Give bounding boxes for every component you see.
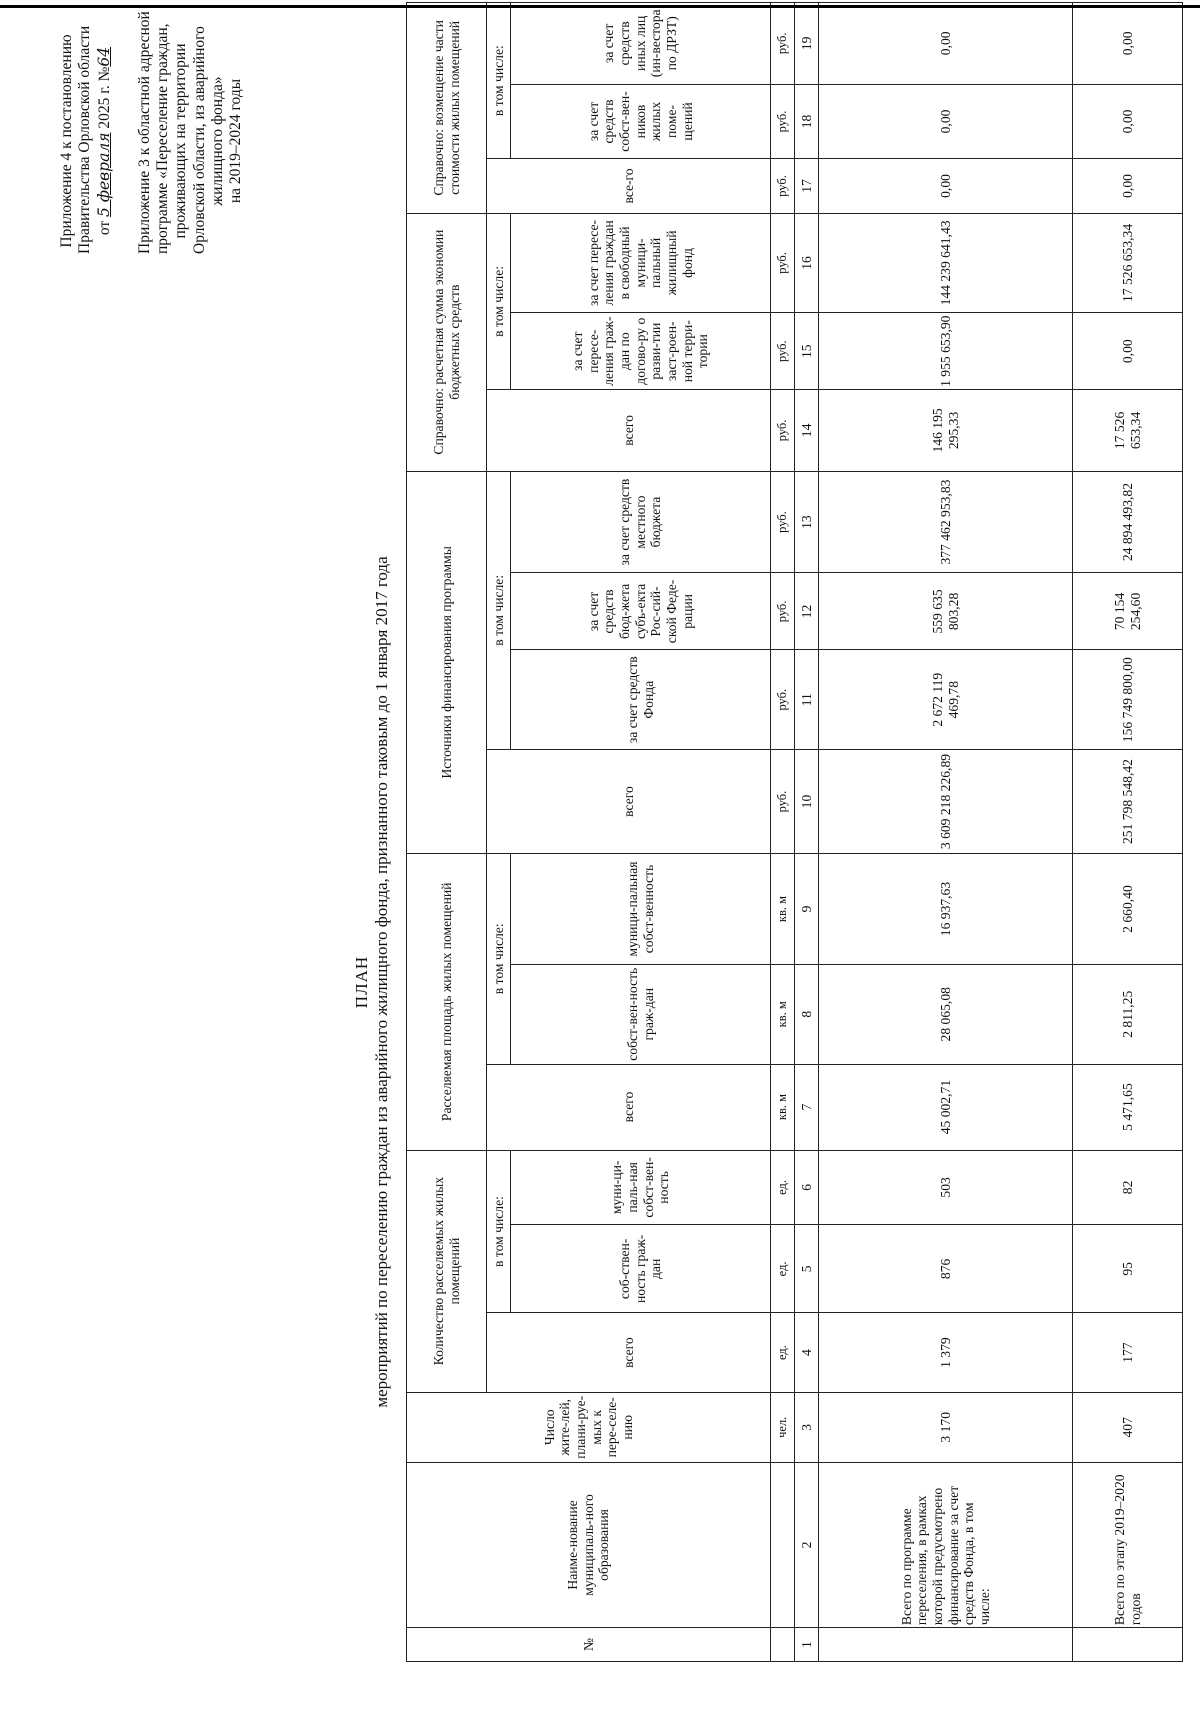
cell-eco-total: 146 195 295,33 (819, 390, 1073, 471)
header-area-total: всего (487, 1064, 771, 1150)
cell-eco-total: 17 526 653,34 (1073, 390, 1183, 471)
annex-ref-4: Орловской области, из аварийного (190, 26, 208, 254)
annex-ref-3: проживающих на территории (172, 43, 190, 239)
number-signature: 64 (94, 46, 113, 67)
cell-area-total: 45 002,71 (819, 1064, 1073, 1150)
header-finance-group: Источники финансирования программы (407, 471, 487, 853)
column-number-cell: 7 (795, 1064, 819, 1150)
cell-eco-free: 144 239 641,43 (819, 213, 1073, 313)
header-count-municipal: муни-ци-паль-ная собст-вен-ность (511, 1150, 771, 1225)
cell-eco-free: 17 526 653,34 (1073, 213, 1183, 313)
header-fin-local: за счет средств местного бюджета (511, 471, 771, 573)
column-number-cell: 9 (795, 854, 819, 965)
column-number-cell: 11 (795, 650, 819, 750)
cell-eco-dev: 0,00 (1073, 313, 1183, 390)
col-numbers-row (795, 3, 819, 1662)
header-eco-dev: за счет пересе-ления граж-дан по догово-ру о разви-тии заст-роен-ной терри-тории (511, 313, 771, 390)
header-fin-total: всего (487, 749, 771, 853)
header-fin-incl: в том числе: (487, 471, 511, 749)
cell-comp-owners: 0,00 (1073, 84, 1183, 159)
unit-cell: руб. (771, 3, 795, 85)
column-number-cell: 8 (795, 964, 819, 1064)
header-row-1 (407, 3, 487, 1662)
unit-cell: руб. (771, 471, 795, 573)
header-count-group: Количество расселяемых жилых помещений (407, 1150, 487, 1392)
header-count-incl: в том числе: (487, 1150, 511, 1313)
cell-no (819, 1628, 1073, 1662)
unit-cell: кв. м (771, 1064, 795, 1150)
cell-area-municipal: 2 660,40 (1073, 854, 1183, 965)
cell-fin-fund: 2 672 119 469,78 (819, 650, 1073, 750)
header-area-incl: в том числе: (487, 854, 511, 1064)
column-number-cell: 5 (795, 1225, 819, 1313)
header-eco-total: всего (487, 390, 771, 471)
header-name: Наиме-нование муниципаль-ного образования (407, 1462, 771, 1627)
title-subtitle: мероприятий по переселению граждан из аварийного жилищного фонда, признанного таковым до 1 января 2017 года (372, 556, 392, 1408)
unit-cell: чел. (771, 1392, 795, 1462)
cell-fin-fund: 156 749 800,00 (1073, 650, 1183, 750)
header-economy-group: Справочно: расчетная сумма экономии бюджетных средств (407, 213, 487, 471)
header-comp-total: все-го (487, 159, 771, 213)
cell-fin-local: 377 462 953,83 (819, 471, 1073, 573)
cell-area-municipal: 16 937,63 (819, 854, 1073, 965)
scan-edge-line (0, 5, 1200, 8)
column-number-cell: 10 (795, 749, 819, 853)
unit-cell: ед. (771, 1313, 795, 1392)
cell-count-total: 177 (1073, 1313, 1183, 1392)
unit-cell: руб. (771, 573, 795, 650)
column-number-cell: 1 (795, 1628, 819, 1662)
cell-count-municipal: 503 (819, 1150, 1073, 1225)
header-area-group: Расселяемая площадь жилых помещений (407, 854, 487, 1150)
cell-count-municipal: 82 (1073, 1150, 1183, 1225)
units-row (771, 3, 795, 1662)
cell-count-total: 1 379 (819, 1313, 1073, 1392)
cell-fin-region: 559 635 803,28 (819, 573, 1073, 650)
column-number-cell: 17 (795, 159, 819, 213)
header-area-private: собст-вен-ность граж-дан (511, 964, 771, 1064)
cell-comp-owners: 0,00 (819, 84, 1073, 159)
annex-ref-5: жилищного фонда» (208, 76, 226, 206)
column-number-cell: 16 (795, 213, 819, 313)
title-heading: ПЛАН (352, 955, 371, 1009)
column-number-cell: 2 (795, 1462, 819, 1627)
unit-cell: кв. м (771, 964, 795, 1064)
date-signature: 5 февраля (94, 132, 113, 217)
column-number-cell: 18 (795, 84, 819, 159)
cell-residents: 3 170 (819, 1392, 1073, 1462)
plan-table (406, 2, 1183, 1662)
date-prefix: от (95, 220, 113, 236)
cell-comp-total: 0,00 (819, 159, 1073, 213)
column-number-cell: 13 (795, 471, 819, 573)
plan-title (352, 312, 392, 1652)
unit-cell: ед. (771, 1225, 795, 1313)
unit-cell (771, 1462, 795, 1627)
header-comp-group: Справочно: возмещение части стоимости жилых помещений (407, 3, 487, 214)
cell-comp-other: 0,00 (1073, 3, 1183, 85)
annex-ref-6: на 2019–2024 годы (227, 78, 245, 204)
annex-ref-2: программе «Переселение граждан, (154, 23, 172, 254)
cell-no (1073, 1628, 1183, 1662)
column-number-cell: 15 (795, 313, 819, 390)
unit-cell: ед. (771, 1150, 795, 1225)
unit-cell (771, 1628, 795, 1662)
unit-cell: руб. (771, 749, 795, 853)
annex-line-1: Приложение 4 к постановлению (58, 34, 75, 248)
cell-name: Всего по этапу 2019–2020 годов (1073, 1462, 1183, 1627)
header-eco-incl: в том числе: (487, 213, 511, 390)
column-number-cell: 12 (795, 573, 819, 650)
header-eco-free: за счет пересе-ления граждан в свободный муници-пальный жилищный фонд (511, 213, 771, 313)
cell-comp-total: 0,00 (1073, 159, 1183, 213)
cell-residents: 407 (1073, 1392, 1183, 1462)
date-suffix: 2025 г. № (95, 66, 113, 129)
cell-area-private: 28 065,08 (819, 964, 1073, 1064)
cell-name: Всего по программе переселения, в рамках которой предусмотрено финансирование за счет средств Фонда, в том числе: (819, 1462, 1073, 1627)
annex-line-2: Правительства Орловской области (76, 25, 94, 254)
unit-cell: руб. (771, 650, 795, 750)
cell-area-total: 5 471,65 (1073, 1064, 1183, 1150)
unit-cell: руб. (771, 313, 795, 390)
header-area-municipal: муници-пальная собст-венность (511, 854, 771, 965)
unit-cell: руб. (771, 390, 795, 471)
header-comp-owners: за счет средств собст-вен-ников жилых поме-щений (511, 84, 771, 159)
header-comp-incl: в том числе: (487, 3, 511, 159)
unit-cell: руб. (771, 159, 795, 213)
annex-ref-1: Приложение 3 к областной адресной (135, 11, 153, 254)
cell-area-private: 2 811,25 (1073, 964, 1183, 1064)
cell-fin-total: 3 609 218 226,89 (819, 749, 1073, 853)
column-number-cell: 19 (795, 3, 819, 85)
cell-comp-other: 0,00 (819, 3, 1073, 85)
header-fin-fund: за счет средств Фонда (511, 650, 771, 750)
cell-eco-dev: 1 955 653,90 (819, 313, 1073, 390)
header-count-total: всего (487, 1313, 771, 1392)
table-row (819, 3, 1073, 1662)
column-number-cell: 14 (795, 390, 819, 471)
column-number-cell: 4 (795, 1313, 819, 1392)
header-no: № (407, 1628, 771, 1662)
header-residents: Число жите-лей, плани-руе-мых к пере-селе-нию (407, 1392, 771, 1462)
annex-block (58, 11, 246, 254)
annex-date-line (95, 28, 114, 254)
cell-count-private: 876 (819, 1225, 1073, 1313)
column-number-cell: 3 (795, 1392, 819, 1462)
cell-fin-region: 70 154 254,60 (1073, 573, 1183, 650)
unit-cell: кв. м (771, 854, 795, 965)
unit-cell: руб. (771, 84, 795, 159)
header-count-private: соб-ствен-ность граж-дан (511, 1225, 771, 1313)
header-fin-region: за счет средств бюд-жета субъ-екта Рос-сий-ской Феде-рации (511, 573, 771, 650)
cell-fin-total: 251 798 548,42 (1073, 749, 1183, 853)
header-comp-other: за счет средств иных лиц (ин-вестора по ДРЗТ) (511, 3, 771, 85)
unit-cell: руб. (771, 213, 795, 313)
cell-count-private: 95 (1073, 1225, 1183, 1313)
table-row (1073, 3, 1183, 1662)
cell-fin-local: 24 894 493,82 (1073, 471, 1183, 573)
column-number-cell: 6 (795, 1150, 819, 1225)
